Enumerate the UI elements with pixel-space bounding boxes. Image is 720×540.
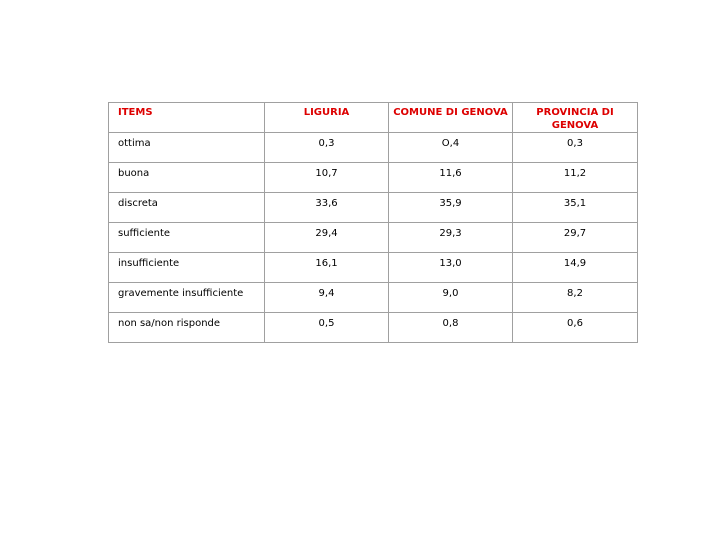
cell-comune: 9,0 (389, 283, 513, 313)
cell-provincia: 35,1 (513, 193, 638, 223)
cell-provincia: 0,3 (513, 133, 638, 163)
cell-comune: O,4 (389, 133, 513, 163)
cell-liguria: 29,4 (265, 223, 389, 253)
cell-liguria: 0,3 (265, 133, 389, 163)
table-row (109, 163, 638, 193)
table-row (109, 313, 638, 343)
cell-item: gravemente insufficiente (109, 283, 265, 313)
cell-item: discreta (109, 193, 265, 223)
cell-item: non sa/non risponde (109, 313, 265, 343)
cell-liguria: 33,6 (265, 193, 389, 223)
table-row (109, 133, 638, 163)
cell-item: ottima (109, 133, 265, 163)
cell-comune: 29,3 (389, 223, 513, 253)
survey-results-table (108, 102, 638, 343)
table-row (109, 253, 638, 283)
cell-provincia: 8,2 (513, 283, 638, 313)
table-header-row (109, 103, 638, 133)
cell-provincia: 14,9 (513, 253, 638, 283)
cell-provincia: 11,2 (513, 163, 638, 193)
table-row (109, 283, 638, 313)
cell-item: buona (109, 163, 265, 193)
cell-comune: 13,0 (389, 253, 513, 283)
table-row (109, 223, 638, 253)
cell-liguria: 0,5 (265, 313, 389, 343)
cell-comune: 0,8 (389, 313, 513, 343)
cell-comune: 11,6 (389, 163, 513, 193)
cell-liguria: 16,1 (265, 253, 389, 283)
cell-provincia: 0,6 (513, 313, 638, 343)
header-items: ITEMS (109, 103, 265, 133)
cell-comune: 35,9 (389, 193, 513, 223)
header-liguria: LIGURIA (265, 103, 389, 133)
cell-liguria: 10,7 (265, 163, 389, 193)
cell-liguria: 9,4 (265, 283, 389, 313)
cell-provincia: 29,7 (513, 223, 638, 253)
header-provincia-di-genova: PROVINCIA DI GENOVA (513, 103, 638, 133)
table-row (109, 193, 638, 223)
cell-item: sufficiente (109, 223, 265, 253)
cell-item: insufficiente (109, 253, 265, 283)
header-comune-di-genova: COMUNE DI GENOVA (389, 103, 513, 133)
